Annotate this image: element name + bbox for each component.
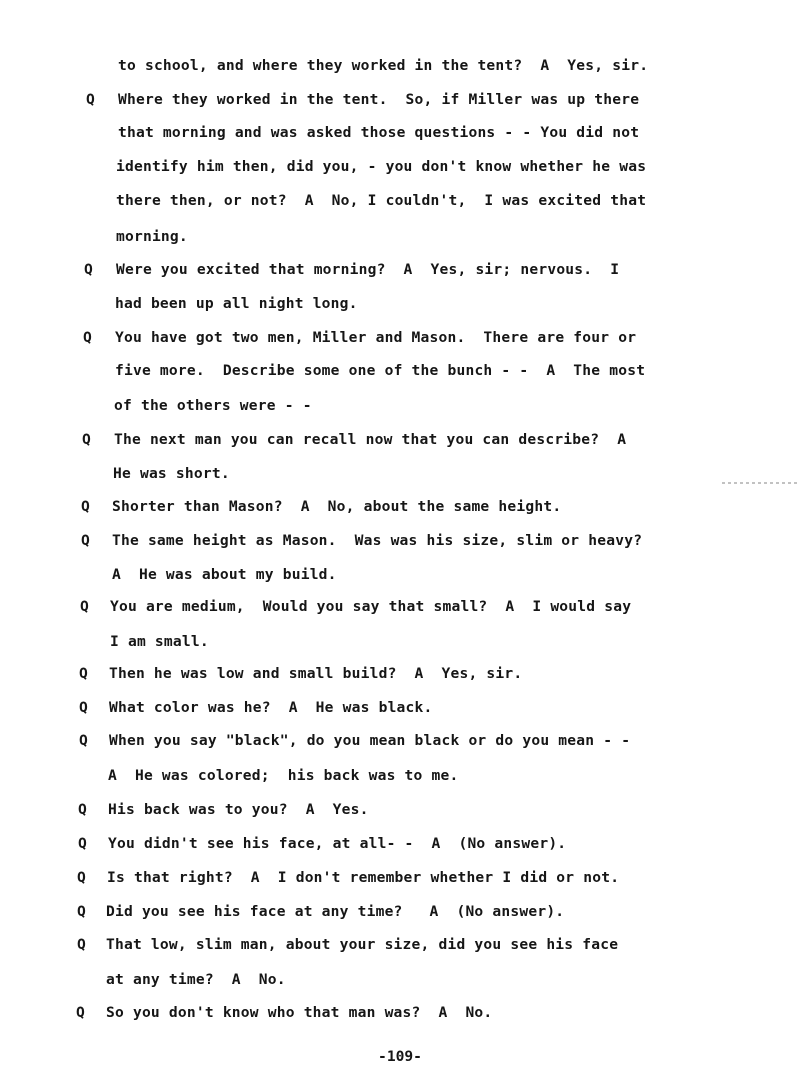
question-marker: Q xyxy=(76,1004,85,1021)
transcript-line: The next man you can recall now that you can describe? A xyxy=(114,431,627,448)
transcript-line: Did you see his face at any time? A (No answer). xyxy=(106,903,565,920)
question-marker: Q xyxy=(79,665,88,682)
page-number: -109- xyxy=(378,1048,422,1065)
transcript-line: You are medium, Would you say that small? A I would say xyxy=(110,598,632,615)
transcript-line: morning. xyxy=(116,228,188,245)
question-marker: Q xyxy=(80,598,89,615)
transcript-line: of the others were - - xyxy=(114,397,312,414)
ink-smudge xyxy=(722,482,800,484)
transcript-line: You have got two men, Miller and Mason. There are four or xyxy=(115,329,637,346)
transcript-line: That low, slim man, about your size, did you see his face xyxy=(106,936,619,953)
question-marker: Q xyxy=(78,835,87,852)
question-marker: Q xyxy=(86,91,95,108)
transcript-line: that morning and was asked those questions - - You did not xyxy=(118,124,640,141)
transcript-line: five more. Describe some one of the bunch - - A The most xyxy=(115,362,646,379)
question-marker: Q xyxy=(81,532,90,549)
question-marker: Q xyxy=(79,699,88,716)
transcript-line: A He was about my build. xyxy=(112,566,337,583)
transcript-line: So you don't know who that man was? A No. xyxy=(106,1004,493,1021)
question-marker: Q xyxy=(78,801,87,818)
transcript-line: Is that right? A I don't remember whether I did or not. xyxy=(107,869,620,886)
question-marker: Q xyxy=(77,936,86,953)
transcript-line: A He was colored; his back was to me. xyxy=(108,767,459,784)
question-marker: Q xyxy=(81,498,90,515)
question-marker: Q xyxy=(82,431,91,448)
transcript-line: You didn't see his face, at all- - A (No answer). xyxy=(108,835,567,852)
question-marker: Q xyxy=(77,903,86,920)
question-marker: Q xyxy=(84,261,93,278)
transcript-line: I am small. xyxy=(110,633,209,650)
transcript-line: He was short. xyxy=(113,465,230,482)
transcript-line: at any time? A No. xyxy=(106,971,286,988)
transcript-line: The same height as Mason. Was was his size, slim or heavy? xyxy=(112,532,643,549)
transcript-line: had been up all night long. xyxy=(115,295,358,312)
transcript-line: His back was to you? A Yes. xyxy=(108,801,369,818)
question-marker: Q xyxy=(77,869,86,886)
transcript-line: Then he was low and small build? A Yes, sir. xyxy=(109,665,523,682)
transcript-line: Where they worked in the tent. So, if Miller was up there xyxy=(118,91,640,108)
transcript-line: Shorter than Mason? A No, about the same height. xyxy=(112,498,562,515)
question-marker: Q xyxy=(79,732,88,749)
transcript-line: identify him then, did you, - you don't know whether he was xyxy=(116,158,647,175)
transcript-line: there then, or not? A No, I couldn't, I was excited that xyxy=(116,192,647,209)
transcript-line: When you say "black", do you mean black or do you mean - - xyxy=(109,732,631,749)
question-marker: Q xyxy=(83,329,92,346)
transcript-line: to school, and where they worked in the tent? A Yes, sir. xyxy=(118,57,649,74)
transcript-line: What color was he? A He was black. xyxy=(109,699,433,716)
transcript-line: Were you excited that morning? A Yes, sir; nervous. I xyxy=(116,261,620,278)
